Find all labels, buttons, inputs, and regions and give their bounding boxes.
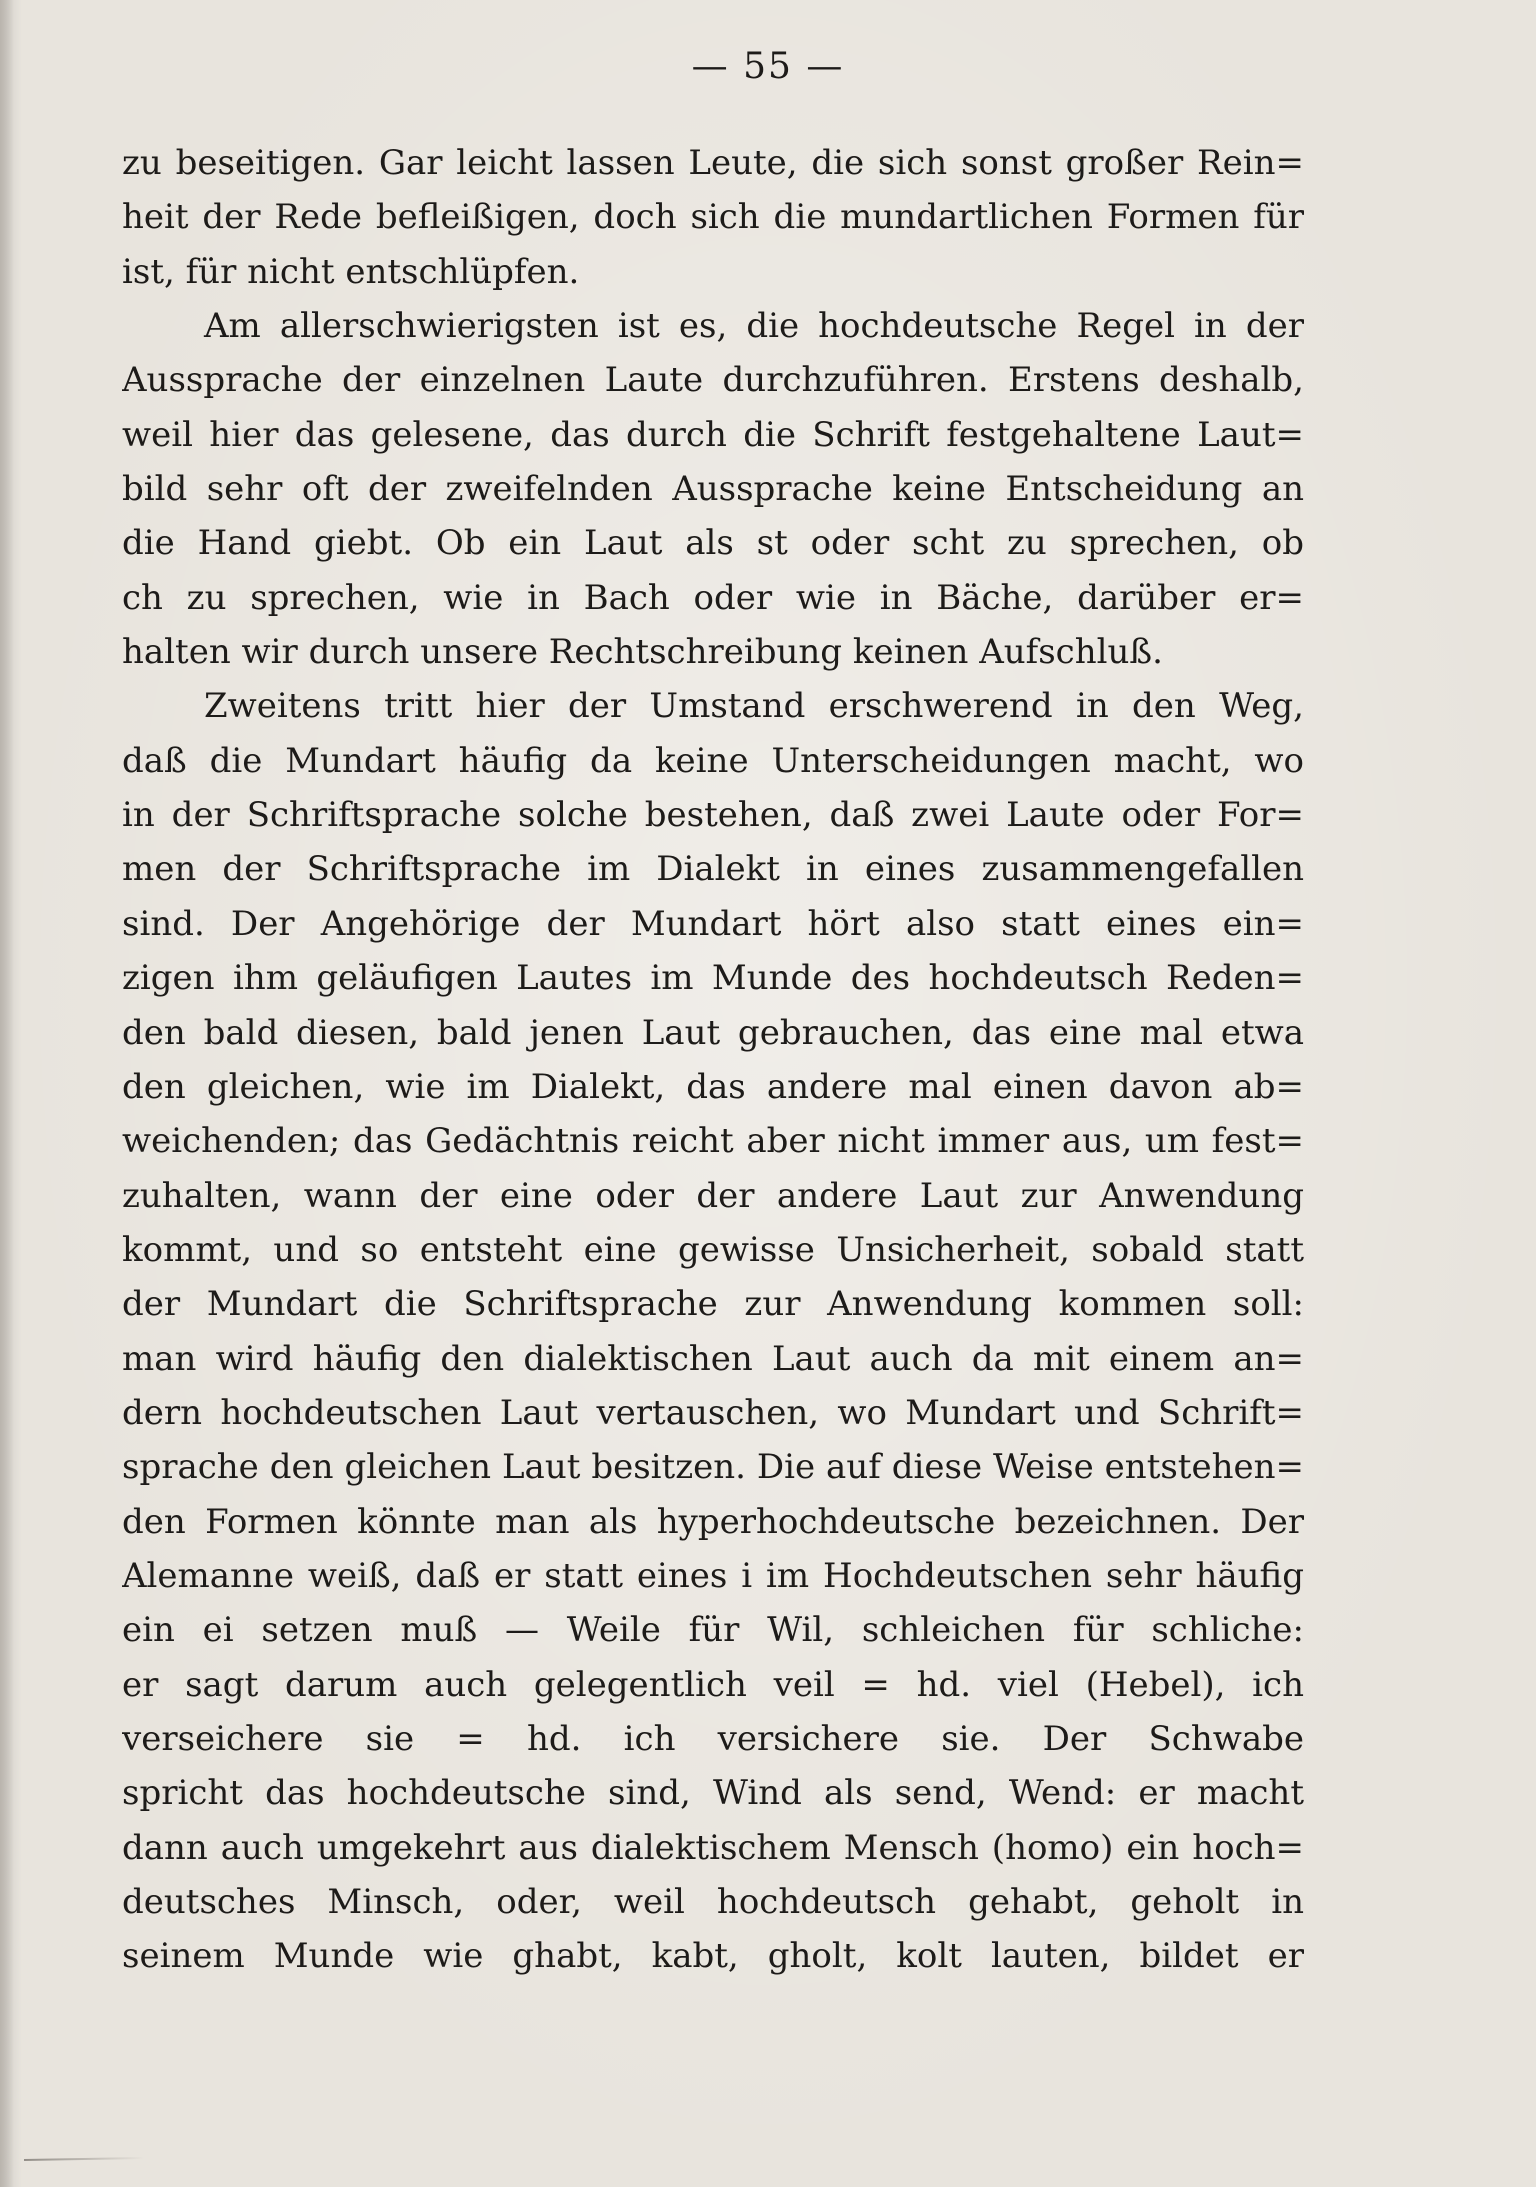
text-line: sind. Der Angehörige der Mundart hört also statt eines ein= (122, 903, 1304, 944)
text-line: men der Schriftsprache im Dialekt in eines zusammengefallen (122, 849, 1304, 890)
binding-shadow (0, 0, 14, 2187)
text-line: weil hier das gelesene, das durch die Schrift festgehaltene Laut= (122, 414, 1304, 455)
text-line: ch zu sprechen, wie in Bach oder wie in Bäche, darüber er= (122, 577, 1304, 618)
text-line: verseichere sie = hd. ich versichere sie. Der Schwabe (122, 1718, 1304, 1759)
text-line: zigen ihm geläufigen Lautes im Munde des hochdeutsch Reden= (122, 958, 1304, 999)
text-line: halten wir durch unsere Rechtschreibung keinen Aufschluß. (122, 632, 1163, 673)
text-line: zu beseitigen. Gar leicht lassen Leute, die sich sonst großer Rein= (122, 143, 1304, 183)
text-line: er sagt darum auch gelegentlich veil = hd. viel (Hebel), ich (122, 1664, 1304, 1705)
text-line: in der Schriftsprache solche bestehen, daß zwei Laute oder For= (122, 795, 1304, 836)
text-line: sprache den gleichen Laut besitzen. Die auf diese Weise entstehen= (122, 1447, 1304, 1488)
text-line: heit der Rede befleißigen, doch sich die mundartlichen Formen für (122, 197, 1304, 238)
text-line: daß die Mundart häufig da keine Unterscheidungen macht, wo (122, 740, 1304, 781)
text-line: deutsches Minsch, oder, weil hochdeutsch gehabt, geholt in (122, 1882, 1304, 1922)
text-line: die Hand giebt. Ob ein Laut als st oder scht zu sprechen, ob (122, 523, 1304, 564)
text-line: Aussprache der einzelnen Laute durchzuführen. Erstens deshalb, (122, 360, 1304, 401)
page-number: — 55 — (691, 46, 845, 87)
text-line: weichenden; das Gedächtnis reicht aber nicht immer aus, um fest= (122, 1121, 1304, 1162)
text-line: dann auch umgekehrt aus dialektischem Mensch (homo) ein hoch= (122, 1827, 1304, 1868)
text-line: Alemanne weiß, daß er statt eines i im Hochdeutschen sehr häufig (122, 1555, 1304, 1596)
text-line: der Mundart die Schriftsprache zur Anwendung kommen soll: (122, 1284, 1304, 1325)
text-line: seinem Munde wie ghabt, kabt, gholt, kolt lauten, bildet er (122, 1936, 1304, 1977)
text-line: ein ei setzen muß — Weile für Wil, schleichen für schliche: (122, 1610, 1304, 1651)
text-line: den gleichen, wie im Dialekt, das andere mal einen davon ab= (122, 1066, 1304, 1107)
text-line: zuhalten, wann der eine oder der andere Laut zur Anwendung (122, 1175, 1304, 1216)
text-line: Am allerschwierigsten ist es, die hochdeutsche Regel in der (204, 306, 1304, 347)
text-line: den bald diesen, bald jenen Laut gebrauchen, das eine mal etwa (122, 1012, 1304, 1053)
text-line: man wird häufig den dialektischen Laut auch da mit einem an= (122, 1338, 1304, 1379)
text-line: spricht das hochdeutsche sind, Wind als send, Wend: er macht (122, 1773, 1304, 1814)
text-line: ist, für nicht entschlüpfen. (122, 251, 580, 292)
text-line: Zweitens tritt hier der Umstand erschwerend in den Weg, (204, 686, 1304, 727)
body-text (122, 136, 1304, 1984)
text-line: dern hochdeutschen Laut vertauschen, wo Mundart und Schrift= (122, 1392, 1304, 1433)
text-line: den Formen könnte man als hyperhochdeutsche bezeichnen. Der (122, 1501, 1304, 1542)
text-line: bild sehr oft der zweifelnden Aussprache keine Entscheidung an (122, 469, 1304, 510)
text-line: kommt, und so entsteht eine gewisse Unsicherheit, sobald statt (122, 1229, 1304, 1270)
